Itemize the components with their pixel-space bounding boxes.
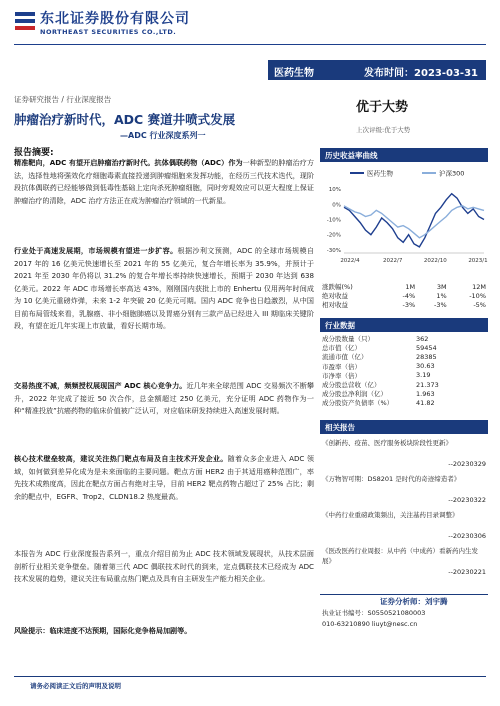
company-name-cn: 东北证券股份有限公司 bbox=[40, 11, 190, 27]
paragraph-5: 本报告为 ADC 行业深度报告系列一，重点介绍目前为止 ADC 技术领域发展现状，从技术层面剖析行业相关竞争壁垒。随着第三代 ADC 偶联技术时代的到来，定点偶联技术已经成为 ADC 技术发展的趋势，建议关注布局重点热门靶点及具有自主研发生产能力相关企业。 bbox=[14, 549, 314, 583]
industry-data-table bbox=[322, 334, 486, 408]
table-row: 成分股总营收（亿） 21.373 bbox=[322, 380, 439, 390]
related-reports-heading: 相关报告 bbox=[320, 420, 488, 434]
paragraph-1: 精准靶向，ADC 有望开启肿瘤治疗新时代。抗体偶联药物（ADC）作为一种新型的肿瘤治疗方法，选择性地将强效化疗细胞毒素直接投递到肿瘤细胞来发挥功能，在经历三代技术迭代，现阶段抗体偶联药已经能够做到低毒性基础上定向杀死肿瘤细胞，同时旁观效应可以更大程度上保证肿瘤治疗的清除，ADC 治疗方法正在成为肿瘤治疗领域的一代新星。 bbox=[14, 158, 315, 205]
header-bar bbox=[268, 60, 486, 80]
related-report-title[interactable]: 《中药行业重磅政策频出，关注基药目录调整》 bbox=[322, 511, 459, 519]
table-row: 总市值（亿） 59454 bbox=[322, 343, 437, 353]
legend-label: 沪深300 bbox=[439, 169, 465, 178]
return-chart bbox=[320, 165, 488, 270]
industry-label: 医药生物 bbox=[274, 68, 314, 79]
x-tick-label: 2023/1 bbox=[468, 258, 488, 264]
related-report-date: --20230329 bbox=[448, 460, 486, 468]
paragraph-2: 行业处于高速发展期，市场规模有望进一步扩容。根据沙利文预测，ADC 的全球市场规模自 2017 年的 16 亿美元快速增长至 2021 年的 55 亿美元，复合年增长率为 35.9%，并预计于 2021 年至 2030 年仍将以 31.2% 的复合年增长率持续快速增长，预期于 2030 年达到 638 亿美元。2022 年 ADC 市场增长率高达 43%，刚刚国内获批上市的 Enhertu 仅用两年时间成为 10 亿美元重磅炸弹，未来 1-2 年突破 20 亿美元可期。国内 ADC 竞争也日趋激烈，从中国目前布局管线来看，乳腺癌、非小细胞肺癌以及胃癌分别有三款产品已经进入 III 期临床关键阶段，有望在近几年实现上市放量，看好长期市场。 bbox=[14, 246, 315, 330]
table-row: 绝对收益 -4% 1% -10% bbox=[322, 291, 486, 300]
y-tick-label: -20% bbox=[326, 232, 341, 239]
y-tick-label: -30% bbox=[326, 247, 341, 254]
risk-warning: 风险提示：临床进度不达预期，国际化竞争格局加剧等。 bbox=[14, 626, 192, 635]
table-row: 相对收益 -3% -3% -5% bbox=[322, 300, 486, 309]
x-tick-label: 2022/4 bbox=[340, 258, 360, 264]
related-report-title[interactable]: 《医改医药行业周报：从中药（中成药）看新药内生发展》 bbox=[322, 547, 478, 565]
related-report-date: --20230306 bbox=[448, 532, 486, 540]
footer-divider bbox=[14, 676, 486, 677]
x-tick-label: 2022/7 bbox=[382, 258, 403, 264]
abstract-heading: 报告摘要: bbox=[14, 148, 54, 158]
performance-table bbox=[320, 282, 488, 309]
table-row: 成分股资产负债率（%） 41.82 bbox=[322, 398, 435, 408]
last-rating: 上次评级:优于大势 bbox=[356, 126, 411, 134]
breadcrumb: 证券研究报告 / 行业深度报告 bbox=[14, 95, 112, 104]
table-row: 流通市值（亿） 28385 bbox=[322, 352, 437, 362]
report-title: 肿瘤治疗新时代，ADC 赛道井喷式发展 bbox=[14, 112, 236, 127]
y-tick-label: -10% bbox=[326, 217, 341, 224]
logo-icon bbox=[14, 10, 36, 32]
table-row: 市盈率（倍） 30.63 bbox=[322, 362, 435, 371]
industry-data-heading: 行业数据 bbox=[320, 318, 488, 332]
paragraph-3: 交易热度不减，频频授权展现国产 ADC 核心竞争力。近几年来全球范围 ADC 交易频次不断攀升，2022 年完成了接近 50 次合作，总金额超过 250 亿美元，充分证明 ADC 药物作为一种“精准投放”抗癌药物的临床价值被广泛认可，对应临床研发持续进入高速发展时期。 bbox=[14, 381, 314, 415]
company-name-en: NORTHEAST SECURITIES CO.,LTD. bbox=[40, 28, 177, 36]
legend-label: 医药生物 bbox=[367, 169, 393, 178]
related-report-date: --20230322 bbox=[448, 496, 486, 504]
publish-date: 发布时间：2023-03-31 bbox=[364, 68, 478, 79]
series-line bbox=[344, 194, 484, 247]
table-row: 成分股数量（只） 362 bbox=[322, 334, 429, 344]
y-tick-label: 0% bbox=[332, 202, 341, 209]
footer-text: 请务必阅读正文后的声明及说明 bbox=[30, 682, 121, 690]
analyst-cert: 执业证书编号：S0550521080003 bbox=[322, 609, 426, 617]
analyst-contact[interactable]: 010-63210890 liuyt@nesc.cn bbox=[322, 620, 418, 628]
analyst-heading: 证券分析师：刘宇腾 bbox=[320, 594, 488, 607]
chart-heading: 历史收益率曲线 bbox=[320, 148, 488, 162]
table-row: 市净率（倍） 3.19 bbox=[322, 371, 431, 380]
table-row: 涨跌幅(%) 1M 3M 12M bbox=[322, 282, 486, 291]
series-line bbox=[344, 206, 484, 238]
related-report-title[interactable]: 《创新药、疫苗、医疗服务板块阶段性更新》 bbox=[322, 439, 452, 447]
rating: 优于大势 bbox=[356, 100, 409, 115]
paragraph-4: 核心技术壁垒较高，建议关注热门靶点布局及自主技术开发企业。随着众多企业进入 ADC 领域，如何做到差异化成为是未来面临的主要问题。靶点方面 HER2 由于其适用癌种范围广，率先技术成熟度高，因此在靶点方面占有绝对主导，目前 HER2 靶点药物占超过了 25% 占比；剩余的靶点中，EGFR、Trop2、CLDN18.2 热度最高。 bbox=[14, 454, 314, 501]
report-subtitle: —ADC 行业深度系列一 bbox=[120, 131, 206, 140]
related-report-title[interactable]: 《万物智可期：DS8201 是时代的奇迹缔造者》 bbox=[322, 475, 461, 483]
related-report-date: --20230221 bbox=[448, 568, 486, 576]
x-tick-label: 2022/10 bbox=[423, 258, 447, 264]
table-row: 成分股总净利润（亿） 1.963 bbox=[322, 389, 435, 399]
y-tick-label: 10% bbox=[328, 187, 341, 194]
header-divider bbox=[14, 44, 486, 45]
